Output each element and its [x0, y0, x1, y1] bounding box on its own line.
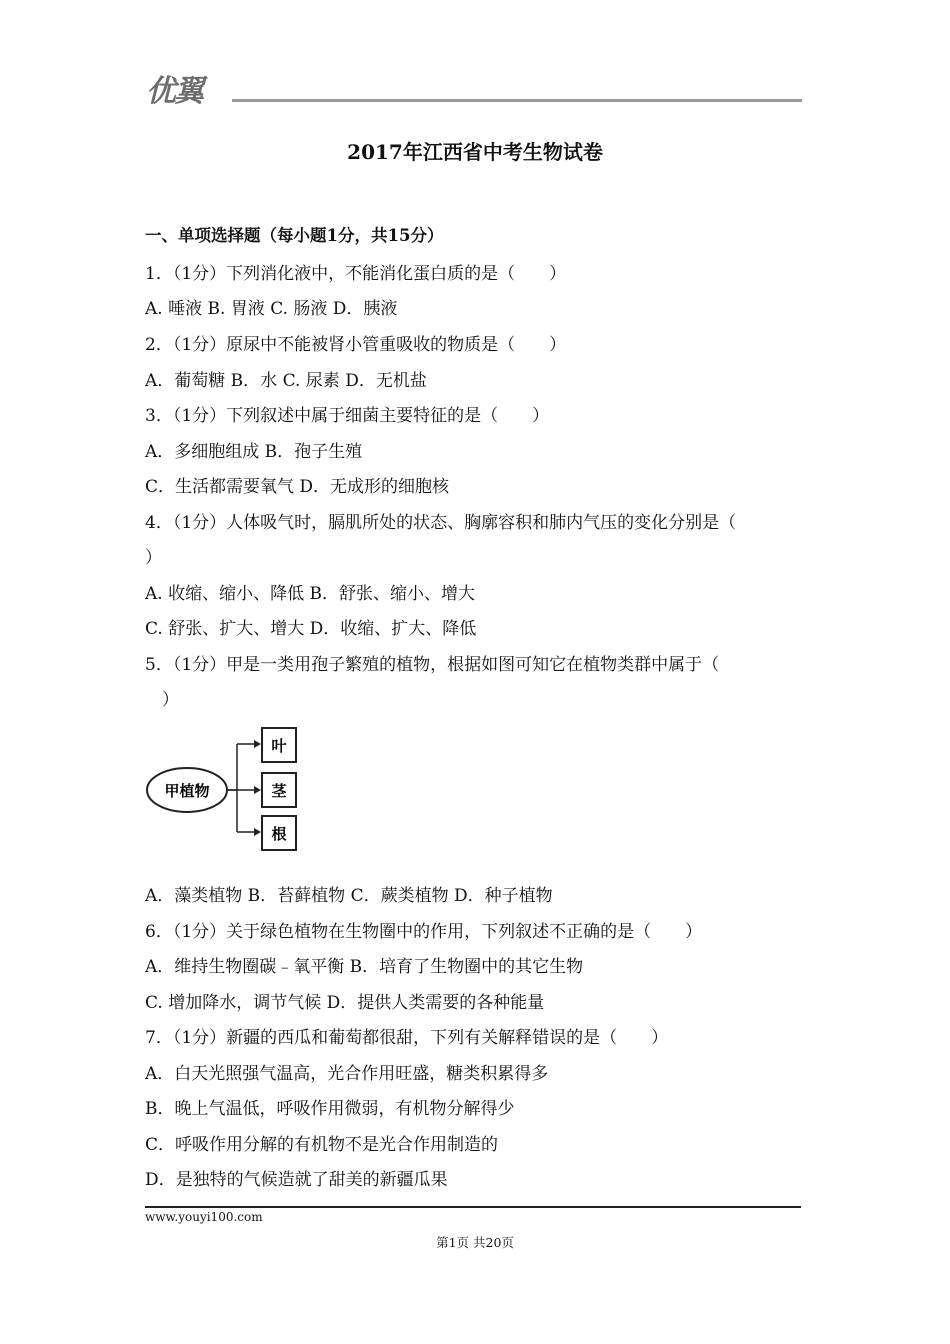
- arrowhead: [254, 786, 261, 794]
- section-heading: 一、单项选择题（每小题1分，共15分）: [145, 226, 444, 245]
- question-line: 7．（1分）新疆的西瓜和葡萄都很甜，下列有关解释错误的是（ ）: [145, 1028, 669, 1048]
- option-line: C．呼吸作用分解的有机物不是光合作用制造的: [145, 1135, 499, 1155]
- arrowhead: [254, 828, 261, 836]
- option-line: A．葡萄糖 B．水 C. 尿素 D．无机盐: [145, 371, 427, 391]
- option-line: A．多细胞组成 B．孢子生殖: [145, 442, 363, 462]
- question-line-continued: ）: [145, 548, 162, 568]
- page-number: 第1页 共20页: [436, 1235, 514, 1250]
- logo: 优翼: [146, 74, 202, 109]
- box-label: 叶: [271, 737, 287, 755]
- option-line: A．维持生物圈碳﹣氧平衡 B．培育了生物圈中的其它生物: [145, 957, 584, 977]
- question-line: 2．（1分）原尿中不能被肾小管重吸收的物质是（ ）: [145, 335, 567, 355]
- footer-url: www.youyi100.com: [145, 1210, 263, 1224]
- box-label: 根: [271, 825, 287, 843]
- question-line: 1．（1分）下列消化液中，不能消化蛋白质的是（ ）: [145, 264, 567, 284]
- page-title: 2017年江西省中考生物试卷: [347, 140, 603, 164]
- option-line: C. 舒张、扩大、增大 D．收缩、扩大、降低: [145, 619, 477, 639]
- arrowhead: [254, 740, 261, 748]
- question-line: 4．（1分）人体吸气时，膈肌所处的状态、胸廓容积和肺内气压的变化分别是（: [145, 513, 737, 533]
- option-line: C. 增加降水，调节气候 D．提供人类需要的各种能量: [145, 993, 545, 1013]
- option-line: D．是独特的气候造就了甜美的新疆瓜果: [145, 1170, 448, 1190]
- option-line: A．藻类植物 B．苔藓植物 C．蕨类植物 D．种子植物: [145, 886, 553, 906]
- question-line: 5．（1分）甲是一类用孢子繁殖的植物，根据如图可知它在植物类群中属于（: [145, 655, 720, 675]
- option-line: A. 收缩、缩小、降低 B．舒张、缩小、增大: [145, 584, 475, 604]
- diagram-center-label: 甲植物: [164, 782, 210, 800]
- question-line-continued: ）: [145, 690, 179, 710]
- option-line: A. 唾液 B. 胃液 C. 肠液 D．胰液: [145, 299, 398, 319]
- header-rule: [232, 99, 802, 102]
- question-line: 6．（1分）关于绿色植物在生物圈中的作用，下列叙述不正确的是（ ）: [145, 922, 703, 942]
- option-line: C．生活都需要氧气 D．无成形的细胞核: [145, 477, 450, 497]
- plant-diagram: [145, 722, 305, 852]
- box-label: 茎: [271, 782, 287, 800]
- option-line: B．晚上气温低，呼吸作用微弱，有机物分解得少: [145, 1099, 515, 1119]
- footer-rule: [145, 1206, 801, 1208]
- option-line: A．白天光照强气温高，光合作用旺盛，糖类积累得多: [145, 1064, 549, 1084]
- question-line: 3．（1分）下列叙述中属于细菌主要特征的是（ ）: [145, 406, 550, 426]
